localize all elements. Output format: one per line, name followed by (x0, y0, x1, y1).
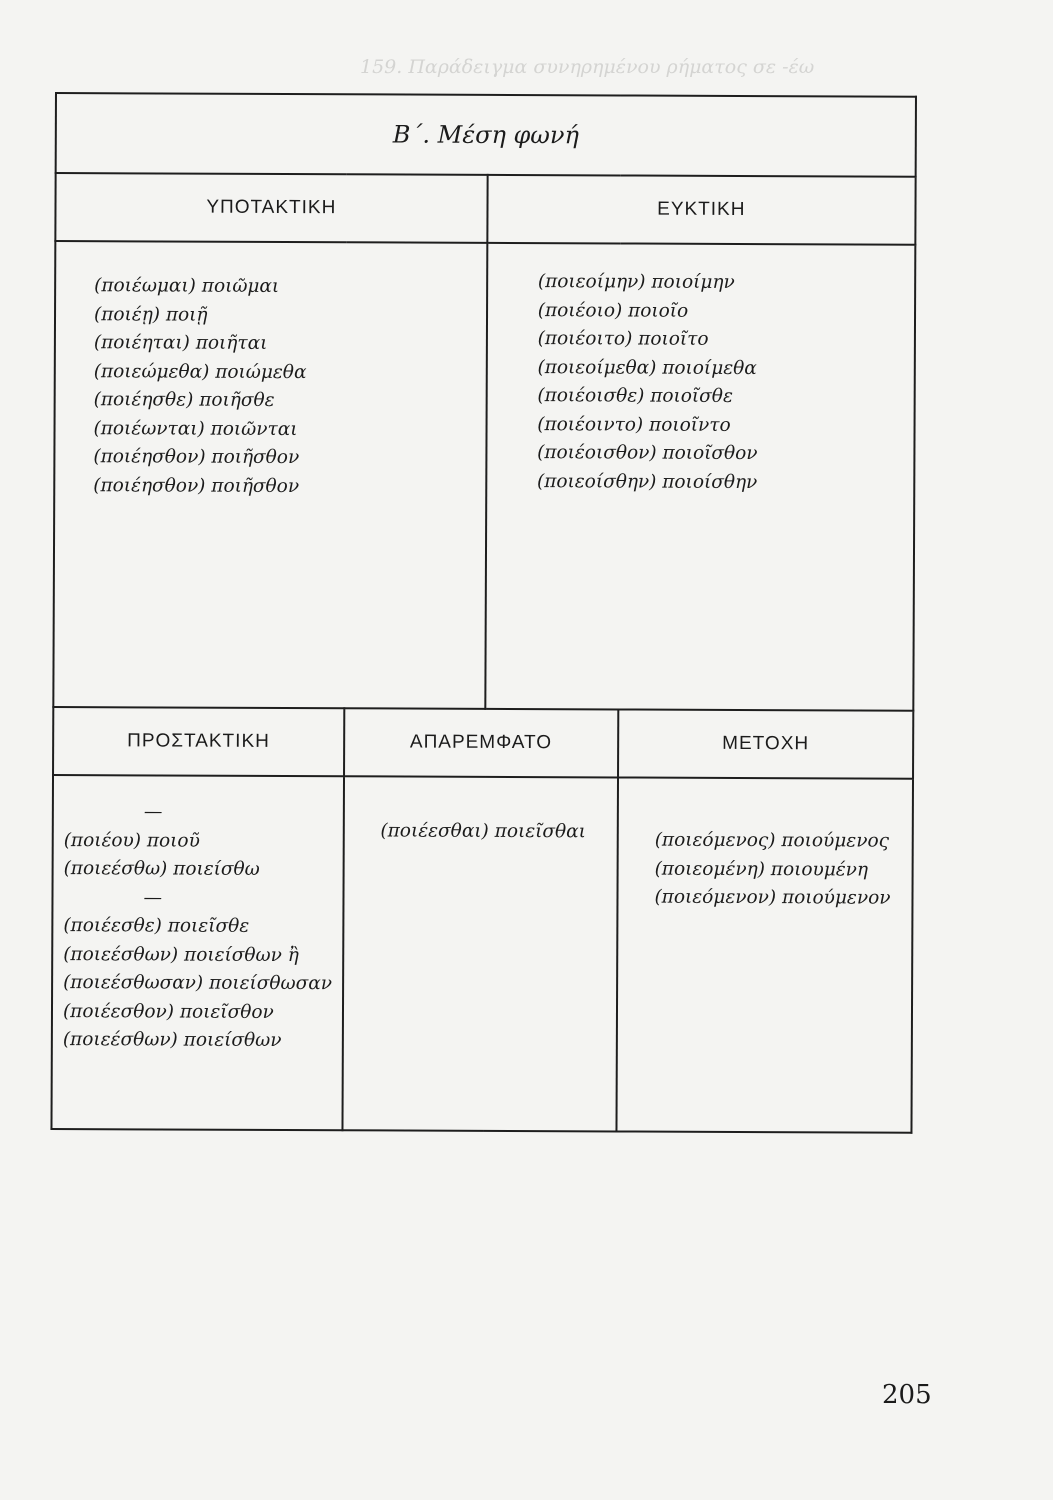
form-line: (ποιέοιτο) ποιοῖτο (537, 328, 709, 350)
conjugation-table (50, 92, 917, 1134)
subjunctive-forms (53, 241, 487, 709)
form-line: (ποιέησθον) ποιῆσθον (93, 446, 300, 469)
form-line: (ποιέεσθε) ποιεῖσθε (63, 915, 250, 937)
form-line: (ποιέησθον) ποιῆσθον (93, 474, 300, 497)
form-line: (ποιεόμενον) ποιούμενον (654, 886, 891, 909)
form-line: (ποιεοίμην) ποιοίμην (537, 271, 735, 293)
form-line: (ποιέωνται) ποιῶνται (93, 417, 298, 440)
participle-forms (616, 777, 913, 1132)
form-line: (ποιέου) ποιοῦ (63, 829, 200, 852)
subjunctive-header: ΥΠΟΤΑΚΤΙΚΗ (55, 173, 487, 243)
form-line: (ποιέεσθαι) ποιεῖσθαι (380, 820, 586, 843)
optative-header: ΕΥΚΤΙΚΗ (487, 175, 916, 245)
form-line: (ποιέῃ) ποιῇ (93, 303, 208, 326)
form-line: (ποιέοισθον) ποιοῖσθον (537, 442, 758, 465)
form-line: (ποιέοιντο) ποιοῖντο (537, 413, 731, 436)
form-line: (ποιεόμενος) ποιούμενος (654, 829, 890, 852)
optative-forms (485, 243, 915, 711)
form-line: (ποιέωμαι) ποιῶμαι (94, 275, 280, 297)
table-title: Β΄. Μέση φωνή (56, 93, 916, 177)
participle-header: ΜΕΤΟΧΗ (618, 709, 913, 778)
infinitive-forms (342, 776, 618, 1131)
page-number: 205 (882, 1380, 932, 1410)
form-line: (ποιέοιο) ποιοῖο (537, 299, 689, 322)
form-line: (ποιεέσθων) ποιείσθων (62, 1029, 282, 1051)
form-line: (ποιεέσθω) ποιείσθω (63, 858, 260, 880)
form-line: (ποιέεσθον) ποιεῖσθον (62, 1000, 274, 1023)
form-line: (ποιέησθε) ποιῆσθε (93, 389, 275, 411)
form-line: — (143, 801, 163, 823)
infinitive-header: ΑΠΑΡΕΜΦΑΤΟ (344, 708, 619, 777)
form-line: (ποιεώμεθα) ποιώμεθα (93, 360, 307, 383)
form-line: (ποιεέσθων) ποιείσθων ἢ (63, 943, 299, 966)
form-line: (ποιέηται) ποιῆται (93, 332, 268, 354)
imperative-forms (51, 775, 343, 1130)
bleed-through-header: 159. Παράδειγμα συνηρημένου ρήματος σε -έω (360, 56, 815, 78)
form-line: (ποιεέσθωσαν) ποιείσθωσαν (63, 972, 333, 995)
form-line: (ποιέοισθε) ποιοῖσθε (537, 385, 733, 407)
imperative-header: ΠΡΟΣΤΑΚΤΙΚΗ (53, 707, 344, 776)
form-line: (ποιεοίμεθα) ποιοίμεθα (537, 356, 757, 379)
form-line: (ποιεοίσθην) ποιοίσθην (536, 470, 758, 493)
form-line: — (143, 886, 163, 908)
form-line: (ποιεομένη) ποιουμένη (654, 858, 869, 881)
